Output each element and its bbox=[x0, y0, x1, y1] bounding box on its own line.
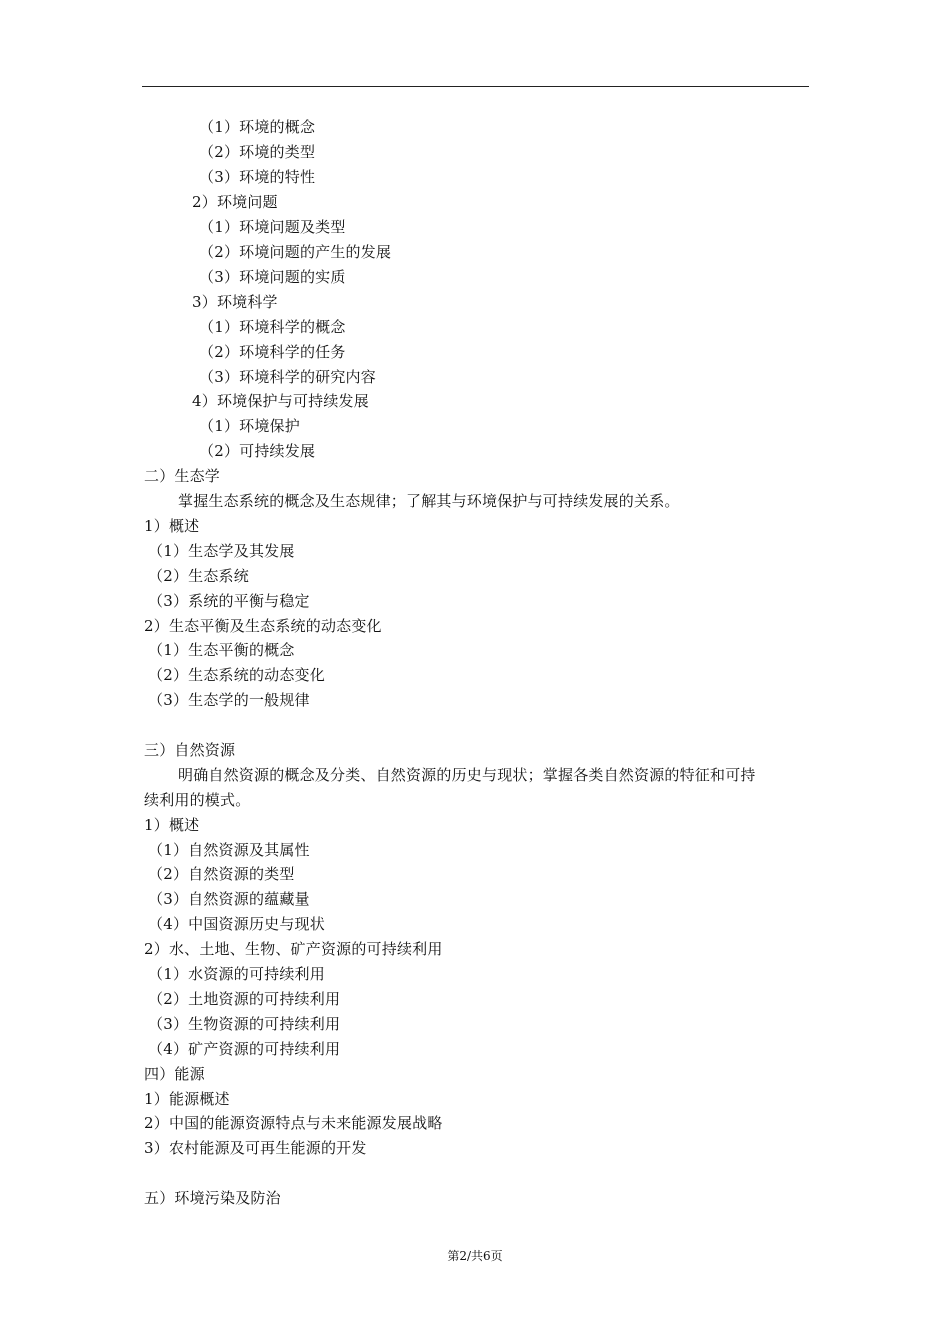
section-heading: 三）自然资源 bbox=[144, 741, 236, 759]
list-item: （1）环境保护 bbox=[199, 417, 300, 435]
list-item: （2）环境的类型 bbox=[199, 143, 316, 161]
section-heading: 二）生态学 bbox=[144, 467, 221, 485]
list-item: （2）可持续发展 bbox=[199, 442, 316, 460]
list-item: 1）概述 bbox=[144, 517, 200, 535]
list-item: （1）环境科学的概念 bbox=[199, 318, 346, 336]
list-item: 2）生态平衡及生态系统的动态变化 bbox=[144, 617, 382, 635]
list-item: （1）环境问题及类型 bbox=[199, 218, 346, 236]
list-item: （1）生态平衡的概念 bbox=[148, 641, 295, 659]
list-item: （2）环境问题的产生的发展 bbox=[199, 243, 392, 261]
list-item: （1）自然资源及其属性 bbox=[148, 841, 310, 859]
list-item: （3）系统的平衡与稳定 bbox=[148, 592, 310, 610]
list-item: 2）环境问题 bbox=[192, 193, 278, 211]
list-item: （4）矿产资源的可持续利用 bbox=[148, 1040, 341, 1058]
header-rule bbox=[142, 86, 809, 87]
section-heading: 四）能源 bbox=[144, 1065, 205, 1083]
section-paragraph: 明确自然资源的概念及分类、自然资源的历史与现状；掌握各类自然资源的特征和可持 bbox=[178, 766, 756, 784]
list-item: （2）环境科学的任务 bbox=[199, 343, 346, 361]
list-item: 2）水、土地、生物、矿产资源的可持续利用 bbox=[144, 940, 443, 958]
list-item: （3）生物资源的可持续利用 bbox=[148, 1015, 341, 1033]
list-item: 1）能源概述 bbox=[144, 1090, 230, 1108]
list-item: （2）土地资源的可持续利用 bbox=[148, 990, 341, 1008]
list-item: （3）环境的特性 bbox=[199, 168, 316, 186]
list-item: （2）生态系统 bbox=[148, 567, 249, 585]
section-paragraph-cont: 续利用的模式。 bbox=[144, 791, 251, 809]
list-item: 3）环境科学 bbox=[192, 293, 278, 311]
section-paragraph: 掌握生态系统的概念及生态规律；了解其与环境保护与可持续发展的关系。 bbox=[178, 492, 680, 510]
list-item: 1）概述 bbox=[144, 816, 200, 834]
list-item: （2）生态系统的动态变化 bbox=[148, 666, 325, 684]
list-item: （1）水资源的可持续利用 bbox=[148, 965, 325, 983]
list-item: 3）农村能源及可再生能源的开发 bbox=[144, 1139, 367, 1157]
list-item: 2）中国的能源资源特点与未来能源发展战略 bbox=[144, 1114, 443, 1132]
list-item: （3）环境问题的实质 bbox=[199, 268, 346, 286]
list-item: （3）生态学的一般规律 bbox=[148, 691, 310, 709]
list-item: （2）自然资源的类型 bbox=[148, 865, 295, 883]
list-item: 4）环境保护与可持续发展 bbox=[192, 392, 369, 410]
list-item: （1）环境的概念 bbox=[199, 118, 316, 136]
list-item: （3）环境科学的研究内容 bbox=[199, 368, 376, 386]
list-item: （4）中国资源历史与现状 bbox=[148, 915, 325, 933]
page-number: 第2/共6页 bbox=[447, 1249, 503, 1263]
list-item: （3）自然资源的蕴藏量 bbox=[148, 890, 310, 908]
section-heading: 五）环境污染及防治 bbox=[144, 1189, 281, 1207]
list-item: （1）生态学及其发展 bbox=[148, 542, 295, 560]
